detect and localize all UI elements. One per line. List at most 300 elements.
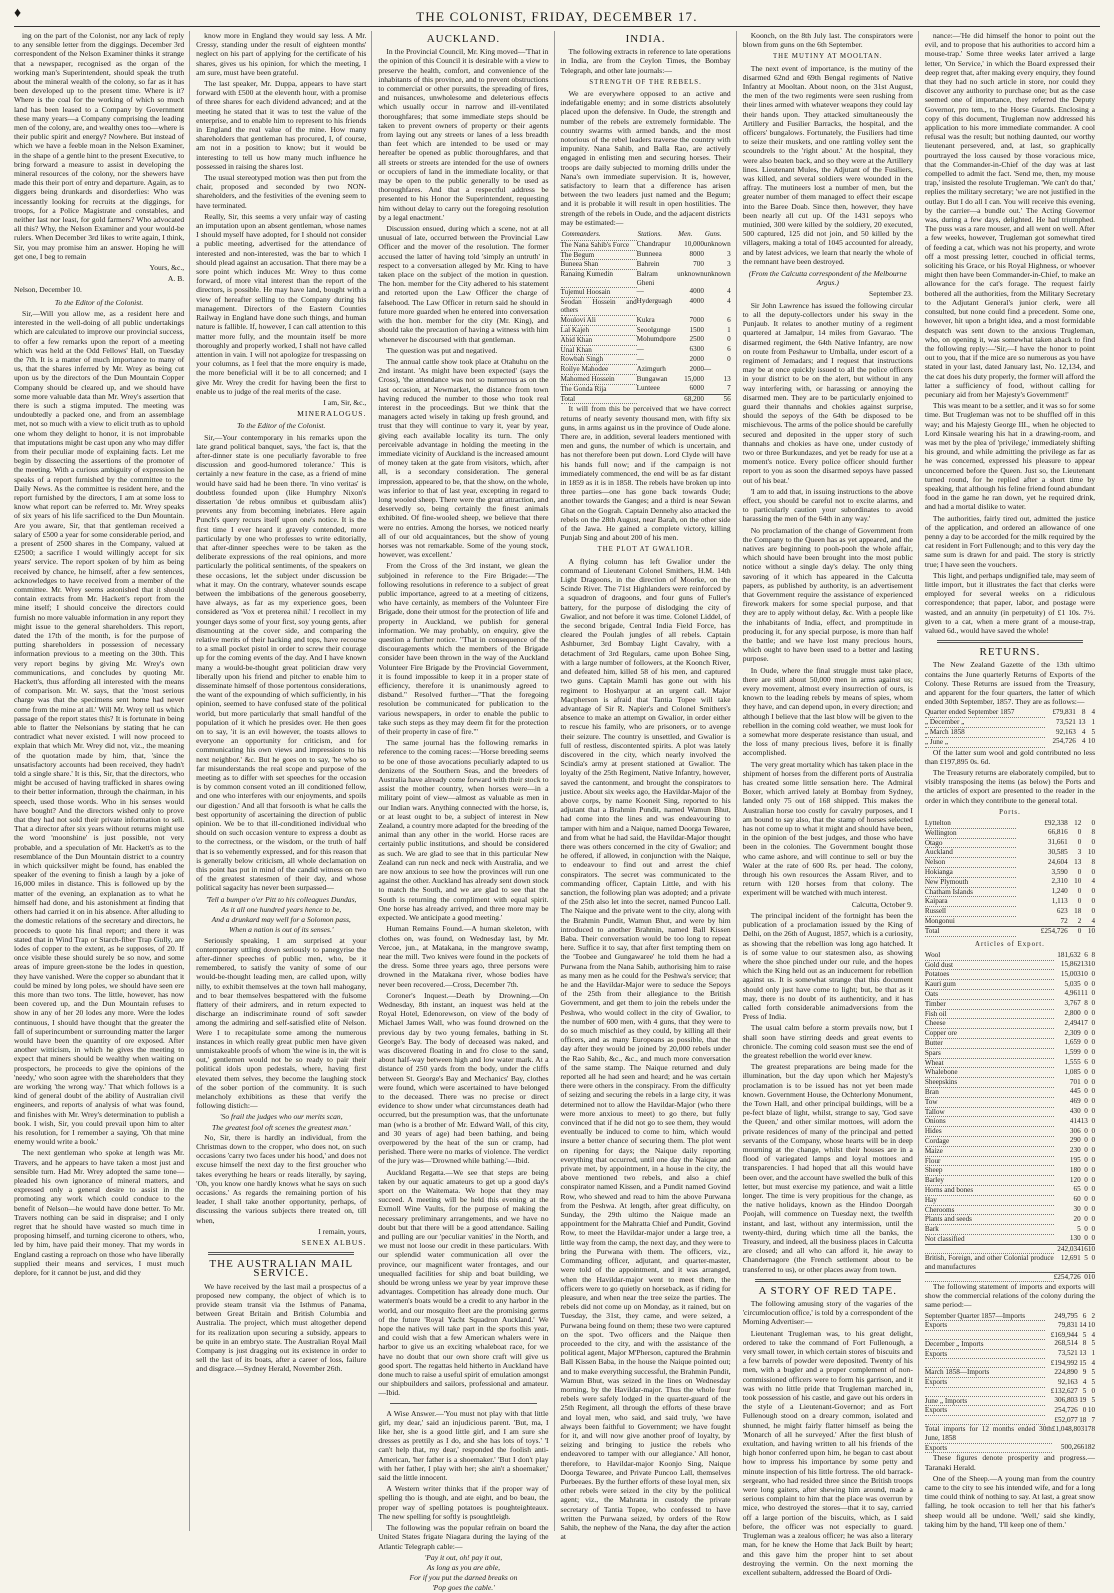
table-cell: Whalebone (925, 1068, 1054, 1078)
table-cell: 1,659 (1064, 1038, 1081, 1047)
paragraph: know more in England they would say less. A Mr. Cressy, standing under the result of eighteen months' neglect on his part of applying for the certificate of his shares, gives us his opinion, for which the meeting, I am sure, must have been grateful. (196, 31, 367, 77)
table-cell: Copper ore (925, 1029, 1054, 1039)
table-cell: — (636, 345, 644, 354)
table-cell: Potatoes (925, 970, 1054, 980)
table-row (925, 980, 1095, 990)
letter-senex-signature: SENEX ALBUS. (301, 1238, 367, 1247)
table-cell: Mohumdpore (636, 335, 676, 344)
calcutta-article-1 (743, 301, 913, 898)
table-cell: 0 (1084, 1224, 1088, 1233)
table-row (561, 375, 731, 385)
table-cell: Stations. (637, 230, 662, 239)
table-cell: 0 (1091, 1077, 1096, 1086)
table-cell: 180 (1069, 1165, 1081, 1174)
paragraph: The principal incident of the fortnight has been the publication of a proclamation issued by the King of Delhi, on the 26th of August, 1857, which is a curiosity, as showing that the rebellion was long ago hatched. It is of some value to our statesmen also, as showing where the shoe pinched under our rule, and the hopes which the King held out as an inducement for rebellion against us. It is somewhat strange that this document should only just have come to light; but, be that as it may, there is no doubt of its authenticity, and it has called forth considerable animadversions from the Press of India. (742, 910, 913, 1022)
table-cell: Moulovi Ali (561, 316, 637, 326)
table-cell: 0 (1084, 1234, 1088, 1243)
paragraph: In Oude, where the final struggle must take place, there are still about 50,000 men in arms against us; every movement, almost every insurrection of ours, is known to the leading rebels by means of spies, whom they have, and can depend upon, in every direction; and although I believe that the last blow will be given to the rebellion in the coming cold weather, we must look for a somewhat more desperate resistance than usual, and the loss of many precious lives, before it is finally accomplished. (742, 665, 913, 758)
table-cell: 0 (1084, 1146, 1088, 1155)
table-row (925, 1195, 1095, 1205)
table-row (925, 708, 1095, 717)
table-cell: 6 (727, 345, 731, 354)
table-cell: 30 (1073, 1205, 1081, 1214)
table-cell: 2000 (689, 364, 704, 373)
table-cell: Bran (925, 1087, 1054, 1097)
table-row (561, 240, 731, 250)
table-cell: 31,661 (1047, 838, 1068, 847)
table-cell (637, 394, 677, 404)
table-cell: 0 (1084, 1136, 1088, 1145)
table-cell: 0 (1091, 1097, 1096, 1106)
table-cell: 18 (1074, 906, 1082, 915)
table-cell: Exports (925, 1406, 1045, 1416)
paragraph: The following extracts in reference to late operations in India, are from the Ceylon Times, the Bombay Telegraph, and other late journals:— (560, 47, 731, 75)
table-row (925, 1234, 1095, 1244)
table-cell: 66,816 (1047, 828, 1068, 837)
table-cell: 130 (1069, 1234, 1081, 1243)
table-cell: 2 (1091, 1443, 1096, 1452)
table-cell: 92,163 (1056, 727, 1076, 736)
column-4 (560, 31, 737, 1542)
table-cell: Mongonui (925, 917, 1017, 927)
table-cell: 68,200 (677, 394, 704, 404)
table-row (925, 1038, 1095, 1048)
table-cell: 2,309 (1064, 1028, 1081, 1037)
table-row (925, 848, 1095, 858)
table-cell: 0 (1091, 1185, 1096, 1194)
table-cell: 5 (1077, 1224, 1081, 1233)
table-row (925, 718, 1095, 728)
table-cell: 290 (1069, 1136, 1081, 1145)
table-cell: 0 (1091, 1205, 1096, 1214)
table-cell: Nelson (925, 858, 1017, 868)
mail-service-heading: THE AUSTRALIAN MAIL SERVICE. (209, 1258, 354, 1280)
table-cell: New Plymouth (925, 877, 1017, 887)
paragraph: Of the latter sum wool and gold contributed no less than £197,895 0s. 6d. (924, 747, 1096, 766)
table-cell: Wellington (925, 828, 1017, 838)
table-cell: 0 (1091, 1234, 1096, 1243)
table-cell: unknown (677, 269, 704, 278)
table-cell: 0 (1077, 838, 1082, 847)
letter-senex (196, 433, 366, 893)
table-cell: 445 (1069, 1087, 1081, 1096)
column-1 (14, 31, 190, 1531)
table-cell: 8 (1084, 999, 1088, 1008)
table-cell: Exports (925, 1443, 1052, 1453)
paragraph: Coroner's Inquest.—Death by Drowning.—On Wednesday, 8th instant, an inquest was held at the Royal Hotel, Edenorewson, on view of the body of Michael James Wall, who was found drowned on the previous day by two young females, bathing in St. George's Bay. The body of deceased was naked, and was discovered floating in and fro close to the sand, about half-way between high and low water mark. At a distance of 250 yards from the body, under the cliffs between St. George's Bay and Mechanics' Bay, clothes were found, which were ascertained to have belonged to the deceased. There was no precise or direct evidence to show under what circumstances death had occurred, but the presumption was, that the unfortunate man (who is a brother of Mr. Edward Wall, of this city, and 30 years of age) had been bathing, and being overpowered by the heat of the sun or cramp, had perished. There were no marks of violence. The verdict of the jury was—'Drowned while bathing.'—Ibid. (378, 990, 549, 1166)
rebel-strength-table (561, 229, 731, 404)
verse-line: 'Pop goes the cable.' (432, 1583, 495, 1593)
table-row (925, 1378, 1095, 1388)
table-row (561, 355, 731, 365)
table-cell: 0 (1077, 867, 1082, 876)
table-cell: 0 (1084, 1165, 1088, 1174)
table-cell: 0 (1084, 1126, 1088, 1135)
mail-service-article (196, 1282, 366, 1374)
table-cell: £1,048,803 (1051, 1425, 1085, 1434)
table-cell: 5 (1091, 1367, 1096, 1376)
table-cell: 19 (1079, 1396, 1087, 1405)
table-cell: £254,726 (1016, 926, 1067, 936)
table-row (925, 897, 1095, 907)
table-cell: 0 (1091, 1009, 1096, 1018)
table-cell: 0 (1084, 1087, 1088, 1096)
divider (937, 640, 1083, 643)
table-cell: — (636, 287, 644, 296)
table-cell: 5 (1091, 1377, 1096, 1386)
table-cell: 2 (1077, 916, 1082, 925)
table-cell: 10 (1074, 877, 1082, 886)
column-5 (742, 31, 919, 1577)
column-3 (378, 31, 554, 1593)
paragraph: No, Sir, there is hardly an individual, from the Christmas down to the cropper, who does not, on such occasions 'carry two faces under his hood,' and does not excuse himself the next day to the first groucher who takes everything he hears or reads literally, by saying, 'Oh, you know one hardly knows what he says on such occasions.' As regards the remaining portion of his leader, I shall take another opportunity, perhaps, of discussing the various subjects there treated on, till when, (196, 1132, 367, 1225)
table-cell: Exports (925, 1378, 1045, 1388)
india-heading: INDIA. (625, 33, 666, 45)
table-cell: 72 (1060, 916, 1068, 925)
paragraph: We are everywhere opposed to an active and indefatigable enemy; and in some districts absolutely placed upon the defensive. In Oude, the strength and number of the rebels are extremely formidable. The country swarms with armed bands, and the most notorious of the rebel leaders traverse the country with impunity. Nana Sahib, and Balla Rao, are actively engaged in enlisting men and securing horses. Their troops are daily subjected to morning drills under the Nana's own immediate supervision. It is, however, satisfactory to learn that a difference has arisen between the two leaders just named and the Begum; and it is probable it will result in open hostilities. The strength of the rebels in Oude, and the adjacent districts may be estimated:— (560, 89, 731, 227)
table-cell: 4,961 (1064, 989, 1081, 998)
table-cell: Roilye Mahodee (561, 365, 637, 375)
table-row (925, 728, 1095, 738)
red-tape-article-cont (925, 31, 1095, 635)
table-cell: Seodan Hossein and others (560, 297, 637, 315)
table-cell: 7000 (689, 315, 704, 324)
table-cell: Rowbah Singh (561, 355, 637, 365)
letter-mineralogus-close: I am, Sir, &c., (323, 397, 367, 407)
table-cell: 65 (1073, 1185, 1081, 1194)
table-cell: Maize (925, 1146, 1054, 1156)
table-cell: 0 (1091, 1107, 1096, 1116)
red-tape-heading: A STORY OF RED TAPE. (758, 1284, 897, 1297)
table-row (925, 1416, 1095, 1425)
mooltan-article (743, 64, 913, 266)
paragraph: Lieutenant Trugleman was, to his great delight, ordered to take the command of Fort Fullenough, a very small tower, in which certain stores of biscuits and a few barrels of powder were deposited. Twenty of his men, with a bugler and a proper complement of non-commissioned officers were to form his garrison, and it was with no little pride that Trugleman marched in, took possession of his castle, and gave out his orders in the style of a Lieutenant-Governor; and as Fort Fullenough stood on a dreary common, isolated and shunned, he might fairly flatter himself as being the 'Monarch of all he surveyed.' After the first blush of exultation, and having written to all his friends of the high honor conferred upon him, he began to cast about how to impress his importance by some petty and minute inspection of his little fortress. The old barrack-sergeant, who had resided three since the British troops were long gaiters, after shewing him around, made a serious complaint to him that the place was overrun by mice, who destroyed the stores—that it to say, carried off a large portion of the biscuits, which, as I said before, the officer was not especially to guard. Trugleman was a zealous officer; he was also a literary man, for he knew the Home that Jack Built by heart; and this gave him the proper hint to set about destroying the vermin. On the next morning the excellent subaltern, addressed the Board of Ordi- (742, 1328, 913, 1577)
table-cell: Hyderguagh (636, 297, 673, 306)
table-cell: 0 (1084, 1175, 1088, 1184)
table-cell: British, Foreign, and other Colonial produce and manufactures (924, 1254, 1054, 1271)
table-cell: 700 (693, 259, 704, 268)
table-cell: 230 (1069, 1146, 1081, 1155)
column-6 (925, 31, 1100, 1531)
table-cell: Oats (925, 989, 1054, 999)
table-cell: 6 (1084, 950, 1088, 959)
letter-senex-end (196, 1133, 366, 1225)
paragraph: The very great mortality which has taken place in the shipment of horses from the different ports of Australia has created some little sensation here. The Admiral Boxer, which arrived lately at Bombay from Sydney, landed only 75 out of 168 shipped. This makes the Australian horse too costly for cavalry purposes, and I am bound to say also, that the stamp of horses selected has not come up to what it might and should have been, in the opinion of the best judges, and those who have been in the colonies. The Government bought those who came ashore, and will continue to sell or buy the Waler at the rate of 600 Rs. per head. The colony, through his own resources the Assam River, and to return with 120 horses from that colony. The experiment will be watched with much interest. (742, 759, 913, 898)
returns-intro (925, 660, 1095, 706)
table-cell: Not classified (925, 1234, 1054, 1244)
table-cell: 0 (1091, 1067, 1096, 1076)
table-cell: 10 (1087, 847, 1096, 856)
table-cell: £79,831 (1052, 708, 1076, 717)
table-cell: 0 (1091, 1038, 1096, 1047)
paragraph: The same journal has the following remarks in reference to the coming races:—'Horse breeding seems to be one of those avocations peculiarly adapted to us denizens of the Southern Seas, and the breeders of Australia have already come forward with their stock to assist the mother country, when horses were—in a military point of view—almost as valuable as men in our Indian wars. Anything connected with the horse, is, or at least ought to be, a subject of interest in New Zealand, a country more adapted for the breeding of the animal than any other in the world. Horse races are certainly public institutions, and should be considered as such. We are glad to see that in this particular New Zealand can run neck and neck with Australia, and we are now anxious to see how the provinces will run one against the other. Auckland has already sent down stock to match the South, and we are glad to see that the South is returning the compliment with equal spirit. One horse has already arrived, and three more may be expected. We anticipate a good meeting.' (378, 738, 549, 923)
statement-totals-table (925, 1425, 1095, 1453)
table-cell: 0 (1091, 838, 1096, 847)
table-cell: 73,521 (1057, 1349, 1078, 1358)
table-row (925, 1349, 1095, 1359)
table-cell (925, 1387, 1045, 1396)
table-row (925, 1117, 1095, 1127)
table-cell: Total imports for 12 months ended 30th June, 1858 (924, 1425, 1052, 1442)
table-cell: 0 (1084, 1097, 1088, 1106)
letter-ab (14, 31, 184, 261)
table-cell: The Nana Sahib's Force (561, 240, 637, 250)
table-cell: £194,992 (1050, 1358, 1078, 1367)
table-cell: 254,726 (1054, 1405, 1078, 1414)
table-cell: 18 (1079, 1415, 1087, 1424)
table-cell (925, 1272, 1054, 1281)
table-cell: Barley (925, 1176, 1054, 1186)
table-row (925, 868, 1095, 878)
table-cell: 12,691 (1060, 1253, 1081, 1262)
table-cell: 10 (1087, 1244, 1096, 1253)
table-cell: 0 (1091, 906, 1096, 915)
table-cell: 0 (1084, 1077, 1088, 1086)
table-cell: 414 (1069, 1116, 1081, 1125)
table-cell: Tallow (925, 1107, 1054, 1117)
table-row (925, 1097, 1095, 1107)
table-cell: Plants and seeds (925, 1215, 1054, 1225)
table-cell: 0 (1084, 1205, 1088, 1214)
table-cell: 0 (1084, 1195, 1088, 1204)
paragraph: Sir John Lawrence has issued the following circular to all the deputy-collectors under his sway in the Punjaub. It relates to another mutiny of a regiment quartered at Jamalpur, 14 miles from Gavarao. 'The disarmed regiment, the 64th Native Infantry, are now on route from Peshawur to Umballa, under escort of a regiment of Jemadars; and I request that instructions may be at once quickly issued to all the police officers in your district to be on the alert, but without in any way interfering with, or harassing or annoying the disarmed men. They are to be particularly enjoined to guard their thannahs and chokies against surprise, should the sepoys of the 64th be disposed to be mischievous. The arms of the police should be carefully secured and deposited in the upper story of such thannahs and chokies as have one, under custody of two or three Burkundazes, and yet be ready for use at a moment's notice. Every police officer should further report to you as soon the disarmed sepoys have passed out of his beat.' (742, 300, 913, 485)
table-cell: 6 (727, 315, 731, 324)
table-cell: 0 (1091, 1214, 1096, 1223)
table-cell: 0 (1091, 1018, 1096, 1027)
table-cell: 1,555 (1064, 1058, 1081, 1067)
paragraph: The annual cattle show took place at Otahuhu on the 2nd instant. 'As might have been expected' (says the Cross), 'the attendance was not so numerous as on the last occasion, at Newmarket, the distance from town having reduced the number to those who took real interest in the proceedings. But we think that the managers acted wisely in taking up fresh ground, and trust that they will continue to vary it, year by year, giving each available locality its turn. The only perceivable advantage in holding the meeting in the immediate vicinity of Auckland is the increased amount of money taken at the gate from visitors, which, after all, is a secondary consideration. The general impression, appeared to be, that the show, on the whole, was inferior to that of last year, excepting in regard to long wooled sheep. There were the great attraction, and deservedly so, being certainly the finest animals exhibited. Of fine-wooled sheep, we believe that there were no entries. Among the horses, we noticed nearly all of our old acquaintances, but the show of young horses was not remarkable. Some of the young stock, however, was excellent.' (378, 356, 549, 560)
table-cell: 14 (1079, 1320, 1087, 1329)
mooltan-subheading: THE MUTINY AT MOOLTAN. (772, 53, 883, 61)
verse-line: 'So frail the judges who our merits scan, (219, 1112, 343, 1122)
paragraph: A Western writer thinks that if the proper way of spelling tho is though, and ate eight, and bo beau, the proper way of spelling potatoes is poughteighteaux. The new spelling for softly is psoughtleigh. (378, 1484, 549, 1521)
table-cell: 7 (1091, 1415, 1096, 1424)
table-row (925, 858, 1095, 868)
table-cell (925, 1359, 1045, 1368)
table-cell: 13 (1079, 1349, 1087, 1358)
table-row (925, 1321, 1095, 1331)
table-cell: 0 (1091, 1136, 1096, 1145)
gwalior-article (561, 557, 731, 1542)
table-cell: 0 (1091, 1156, 1096, 1165)
paragraph: Human Remains Found.—A human skeleton, with clothes on, was found, on Wednesday last, by Mr. Vercoe, jun., at Matakana, in the mangrove swamp, near the mill. Two knives were found in the pockets of the dress. Some three years ago, three persons were drowned in the Matakana river, whose bodies have never been recovered.—Cross, December 7th. (378, 924, 549, 989)
verse-line: For if you put the darned breaks on (409, 1573, 518, 1583)
table-cell: — (703, 364, 712, 373)
table-cell: 249,795 (1054, 1311, 1078, 1320)
table-cell: 0 (1084, 979, 1088, 988)
verse-line: 'Pay it out, oh! pay it out, (424, 1552, 503, 1562)
table-row (925, 1068, 1095, 1078)
table-row (925, 1339, 1095, 1349)
table-cell: 0 (1091, 989, 1096, 998)
table-cell: 0 (1091, 1195, 1096, 1204)
table-cell: 8 (1091, 828, 1096, 837)
table-cell: Flour (925, 1156, 1054, 1166)
verse-line: And a drunkard may well for a Solomon pass, (211, 915, 351, 925)
ports-table (925, 819, 1095, 937)
table-cell: 3 (1077, 847, 1082, 856)
table-cell: 4 (1091, 916, 1096, 925)
paragraph: One of the Sheep.—A young man from the country came to the city to see his intended wife, and for a long time could think of nothing to say. At last, a great snow falling, he took occasion to tell her that his father's sheep would all be undone. 'Well,' said she kindly, taking him by the hand, 'I'll keep one of them.' (924, 1473, 1096, 1529)
table-cell: 0 (1084, 1048, 1088, 1057)
table-cell: 3 (727, 250, 731, 259)
articles-total-row (925, 1272, 1095, 1281)
table-row (925, 1331, 1095, 1340)
letter-ab-place: Nelson, December 10. (14, 285, 82, 295)
calcutta-article-2 (743, 911, 913, 1274)
table-cell: Timber (925, 999, 1054, 1009)
table-cell: 4000 (689, 287, 704, 296)
table-cell: Bark (925, 1225, 1054, 1235)
table-cell: Kaipara (925, 897, 1017, 907)
table-cell: 15,003 (1060, 969, 1081, 978)
articles-table (925, 951, 1095, 1282)
table-cell: Abid Khan (561, 335, 637, 345)
table-row (561, 335, 731, 345)
verse-3 (378, 1553, 548, 1593)
letter-mineralogus-signature: MINERALOGUS. (297, 409, 367, 419)
table-cell: Cherooms (925, 1205, 1054, 1215)
table-cell (925, 1416, 1045, 1425)
table-cell: Bunneea (636, 250, 662, 259)
table-cell: 30,585 (1047, 847, 1068, 856)
table-cell: 5 (1091, 1339, 1096, 1348)
table-cell: 4 (727, 297, 731, 306)
table-cell: 306,803 (1054, 1396, 1078, 1405)
table-cell: Lunteee (636, 384, 660, 393)
table-cell: 1500 (689, 325, 704, 334)
paragraph: The Treasury returns are elaborately compiled, but to visibly transposing the items (as below) the Ports and the articles of export are presented to the reader in the order in which they contribute to the general total. (924, 768, 1096, 805)
table-cell: 3,590 (1051, 867, 1068, 876)
table-cell: 4000 (689, 297, 704, 306)
table-row (925, 1048, 1095, 1058)
table-row (925, 1312, 1095, 1321)
table-row (925, 1087, 1095, 1097)
table-row (925, 1215, 1095, 1225)
table-cell: 17 (1080, 1018, 1088, 1027)
table-row (925, 999, 1095, 1009)
table-cell: 4 (1091, 877, 1096, 886)
table-cell: 500,266 (1060, 1443, 1085, 1452)
table-cell: 0 (1091, 1253, 1096, 1262)
paragraph: The usual calm before a storm prevails now, but I shall soon have stirring deeds and great events to chronicle. The coming cold season must see the end of the greatest rebellion the world ever knew. (742, 1023, 913, 1060)
table-cell: 0 (1091, 1126, 1096, 1135)
table-row (925, 838, 1095, 848)
table-cell: 306 (1069, 1126, 1081, 1135)
letter-ab-close: Yours, &c., (149, 263, 185, 273)
table-cell: 11 (1080, 989, 1088, 998)
red-tape-article (743, 1299, 913, 1577)
paragraph: A flying column has left Gwalior under the command of Lieutenant Colonel Smithers, H.M. 14th Light Dragoons, in the direction of Moorke, on the Scinde River. The 71st Highlanders were reinforced by a squadron of dragoons, and four guns of Fuller's battery, for the purpose of dislodging the city of Gwalior, and not before it was time. Colonel Liddel, of the second brigade, Central India Field Force, has cleared the Poulah jungles of all rebels. Captain Ashburner, 3rd Bombay Light Cavalry, with a detachment of 3rd Regulars, came upon Bohee Sing, with a large number of followers, at the Koonch River, and defeated him, killed 58 of his men, and captured two guns. Captain Mamli has gone out with his regiment to Hoshyarpur at an urgent call. Major Macpherson is afraid that Tantia Topee will take advantage of Sir R. Napier's and Colonel Smithers's absence to make an attempt on Gwalior, in order either to rescue his family, who are prisoners, or to avenge their seizure. The country is unsettled, and Gwalior is full of restless, discontented spirits. A plot was lately discovered in the city, which nearly involved the Scindia's army at present stationed at Gwalior. The loyalty of the 25th Regiment, Native Infantry, however, saved the cantonment, and brought the conspirators to justice. About six weeks ago, the Havildar-Major of the above corps, by name Kooneit Sing, reported to his adjutant that a Brahmin Pundit, named Wamun Bhut, had come into the lines and was endeavouring to tamper with him and a Naique, named Doorga Tewaree, and from what he had said, the Havildar-Major thought there was others concerned in the city of Gwalior; and he offered, if allowed, in conjunction with the Naique, to endeavour to find out and arrest the chief conspirators. The secret was communicated to the commanding officer, Captain Little, and with his sanction, the following plan was adopted; and a private of the 25th also let into the secret, named Puncoo Lall. The Naique and the private went to the city, along with the Brahmin Pundit, Wamun Bhut, and were by him introduced to another Brahmin, named Ball Kissen Baba. Their conversation would be too long to repeat here. Suffice it to say, that after first tempting them on the 'Toobee and Gungawaree' he told them he had a Purwana from the Nana Sahib, authorising him to raise as many men as he could for the Peshwa's service; that he and the Havildar-Major were to seduce the Sepoys of the 25th from their allegiance to the British Government, and get them to join the rebels under the Peshwa, who would collect in the city of Gwalior, to the number of 600 men, with 4 guns, that they were to do so much mischief as they could, by killing all their officers, and as many Europeans as possible, that the day after they would be joined by 20,000 rebels under the Rao Sahib, &c., &c., and much more conversation of the same stamp. The Naique returned and duly reported all he had seen and heard; and he was certain there were others in the conspiracy. From the difficulty of seizing and securing the rebels in a large city, it was determined not to allow the Havildar-Major (who there were more anxious to meet) to go there, but fully convinced that if he did not go to see them, they would eventually be induced to come to him, which would insure a better chance of securing them. The plot went on ripening for days; the Naique daily reporting everything that occurred, until one day the Naique and private met, by appointment, in a house in the city, the above mentioned two rebels, and also a chief conspirator named Kissen, and a Pundit named Govind Row, who shewed and read to him the above Purwana from the Peshwa. At length, after great difficulty, on Sunday, the 29th ultimo the Naique made an appointment for the Mahratta Chief and Pundit, Govind Row, to meet the Havildar-major under a large tree, a little way from the camp, the next day, and they were to bring the Purwana with them. The officers, viz., Commanding officer, adjutant, and quarter-master, were told of the appointment, and it was arranged, when the Havildar-major went to meet them, the officers were to go quietly on horseback, as if riding for pleasure, and when near the tree seize the parties. The rebels did not come up on Monday, as it rained, but on Tuesday, the 31st, they came, and were seized, a Purwana being found on them; these two were captured on the spot. Two officers and the Naique then proceeded to the city, and with the assistance of the political agent, Major M'Pherson, captured the Brahmin Ball Kissen Baba, in the house the Naique pointed out; and to make everything successful, the Brahmin Pundit, Wamun Bhut, was seized in the lines on Wednesday morning, by the Havildar-major. Thus the whole four rebels were safely lodged in the quarter-guard of the 25th Regiment, all through the efforts of these brave and loyal men, who said, and said truly, 'we have always been faithful to Government; we have fought for it, and will now give another proof of loyalty, by seizing and bringing to justice the rebels who endeavored to tamper with our allegiance.' All honor, therefore, to Havildar-major Koonjo Sing, Naique Doorga Tewaree, and Private Puncoo Lall, themselves Purbeeaes. By the further efforts of these loyal men, six other rebels were seized in the city by the political agent; viz., the Mahratta in custody the private secretary of Tantia Topee, who confessed to have written the Purwana seized, by orders of the Row Sahib, the nephew of the Nana, the day after the action at (560, 556, 731, 1542)
table-cell: 0 (1081, 1272, 1088, 1281)
table-cell: 13 (1080, 1116, 1088, 1125)
table-row (925, 877, 1095, 887)
table-cell: 623 (1056, 906, 1068, 915)
paragraph: The greatest preparations are being made for the illumination, but the day upon which her Majesty's proclamation is to be issued has not yet been made known. Government House, the Ochterlony Monument, the Town Hall, and other principal buildings, will be a pe-fect blaze of light, whilst, strange to say, 'God save the Queen,' and other similar mottoes, will adorn the private residences of many of the principal and petted servants of the Company, whose hearts will be in deep mourning at the change, whilst their houses are in a flood of variegated lamps and loyal mottoes and transparencies. I had hoped that all this would have been over, and the account have swelled the bulk of this letter, but must exercise my patience, and wait a little longer. The time is very propitious for the change, as the native holidays, known as the Hindoo Doorgah Poojah, will commence on Tuesday next, the twelfth instant, and last, without any intermission, until the twenty-third, during which time all the banks, the Treasury, and indeed, all the business places in Calcutta are closed; and all who can afford it, hie away to Chandernagore (the French settlement about to be transferred to us), or other places away from town. (742, 1062, 913, 1274)
table-row (925, 1225, 1095, 1235)
table-cell: 3 (727, 259, 731, 268)
paragraph: The last speaker, Mr. Duppa, appears to have start forward with £500 at the eleventh hour, with a promise of three shares for each dividend advanced; and at the meeting he stated that it was to test the value of the enterprise, and to enable him to represent to his friends in England the real value of the mine. How many shareholders that gentleman has procured, I, of course, am not in a position to know; but it would be interesting to tell us how many much influence he possessed in raising the shares lost. (196, 79, 367, 171)
paragraph: Seriously speaking, I am surprised at your contemporary uttling down seriously to panegyrise the after-dinner speeches of public men, who, be it remembered, to satisfy the vanity of some of our would-be-thought leading men, are called upon, willy nilly, to exhibit themselves at the town hall mahogany, and to bear themselves bespattered with the fulsome flattery of their admirers, and in return expected to discharge an indiscriminate round of soft sawder among the admiring and self-satisfied elite of Nelson. Were I to recapitulate some among the numerous instances in which really great public men have given unmistakeable proofs of whom 'the wine is in, the wit is out,' gentlemen would not be so ready to pair their political idols upon pedestals, where, having first elevated them selves, they become the laughing stock of the sober portion of the community. It is such melancholy exhibitions as these that verify the following distich:— (196, 935, 367, 1111)
paragraph: The authorities, fairly tired out, admitted the justice of the application, and ordered an allowance of one penny a day to be accorded for the milk required by the cat resident in Fort Fullenough; and to this very day the same sum is drawn for and paid. The story is strictly true; I have seen the vouchers. (924, 513, 1096, 569)
table-cell: £132,627 (1050, 1387, 1078, 1396)
table-cell: 10 (1087, 737, 1096, 746)
table-cell: 18 (1084, 1443, 1092, 1452)
table-cell: Wheat (925, 1058, 1054, 1068)
table-row (925, 907, 1095, 917)
ports-total-row (925, 926, 1095, 936)
table-row (925, 1368, 1095, 1378)
table-cell: 4 (1082, 1377, 1087, 1386)
table-cell: 224,890 (1054, 1367, 1078, 1376)
table-cell: Exports (925, 1321, 1045, 1331)
divider (755, 1279, 901, 1282)
table-cell: „ December „ (925, 718, 1045, 728)
table-cell: Fish oil (925, 1009, 1054, 1019)
verse-line: 'Tell a bumper o'er Pitt to his colleagues Dundas, (206, 894, 357, 904)
rebel-strength-rows (561, 240, 731, 394)
table-row (925, 1359, 1095, 1368)
paragraph: The usual stereotyped motion was then put from the chair, proposed and seconded by two NON-shareholders, and the festivities of the evening seem to have terminated. (196, 173, 367, 210)
table-row (925, 1425, 1095, 1443)
table-cell: 0 (1091, 979, 1096, 988)
table-cell: 56 (704, 394, 731, 404)
table-cell: 73,521 (1056, 717, 1076, 726)
table-cell: Chandrapur (636, 240, 671, 249)
statement-rows (925, 1312, 1095, 1425)
table-cell: Gold dust (925, 960, 1054, 970)
table-cell: 7 (727, 384, 731, 393)
table-cell: 0 (1084, 1009, 1088, 1018)
table-cell: 5 (1082, 1330, 1087, 1339)
paragraph: 'I am to add that, in issuing instructions to the above effect, you should be careful not to excite alarms, and to particularly caution your subordinates to avoid harassing the men of the 64th in any way.' (742, 486, 913, 524)
paragraph: These figures denote prosperity and progress.—Taranaki Herald. (924, 1453, 1096, 1472)
paragraph: From the Cross of the 3rd instant, we glean the subjoined in reference to the Fire Brigade:—'The following resolutions in reference to a subject of great public importance, agreed to at a meeting of citizens, who have certainly, as members of the Volunteer Fire Brigade, done their utmost for the protection of life and property in Auckland, we publish for general information. We may probably, on enquiry, give the question a further notice. "That in consequence of the discouragements which the members of the Brigade consider have been thrown in the way of the Auckland Volunteer Fire Brigade by the Provincial Government, it is found impossible to keep it in a proper state of efficiency, therefore it is unanimously agreed to disband." Resolved further—"That the foregoing resolution be communicated for publication to the various newspapers, in order to enable the public to take such steps as they may deem fit for the protection of their property in case of fire."' (378, 561, 549, 737)
column-2 (196, 31, 372, 1531)
table-cell: 13 (1074, 857, 1082, 866)
table-row (561, 345, 731, 355)
table-cell: Kauri gum (925, 980, 1054, 990)
table-cell: 24,604 (1047, 857, 1068, 866)
table-cell: 0 (1091, 1175, 1096, 1184)
table-row (925, 1396, 1095, 1406)
india-intro (561, 47, 731, 75)
articles-subtotal-row (925, 1244, 1095, 1253)
returns-mid (925, 748, 1095, 805)
table-total-row (561, 394, 731, 404)
british-produce-row (925, 1254, 1095, 1273)
table-cell: Hay (925, 1195, 1054, 1205)
table-cell: 13 (1080, 960, 1088, 969)
paragraph: Sir,—Your contemporary in his remarks upon the late grand political banquet, says, 'the fact is, that the after-dinner state is one peculiarly favorable to free discussion and good-humored tolerance.' This is certainly a new feature in the case, as a friend of mine would have said had he been there. 'In vino veritas' is doubtless founded upon (like Humphry Nixon's dissertation 'de rebus omnibus et quibusdam aliis') prevents any from becoming inebriates. Here again Punch's query recurs itself upon one's notice. It is the first time I ever heard it gravely contended, more particularly by one who professes to write editorially, that after-dinner speeches were to be taken as the deliberate expressions of the real opinions, and more particularly the political sentiments, of the speakers on these occasions, let the subject under discussion be what it may. On the contrary, whatever sounds escape between the imbibations of the generous gooseberry, have always, as far as my experience goes, been considered as 'Vox et preterea nihil.' I recollect in my younger days some of your first, soy young gents, after dismounting at the cover side, and comparing the relative merits of their hacking and tops, have recourse to a small pocket pistol in order to screw their courage up for the coming events of the day. And I have known many a would-be-thought great politician draw very liberally upon his friend and pitcher to enable him to disseminate himself of those portentous considerations, the want of the expounding of which sufficiently, in his opinion, seemed to have confused state of the political world, but more particularly that small handful of the population of it which he presides over. He then goes on to say, 'it is an evil however, the toasts allows to everyone an opportunity for criticism, and for communicating his own views and impressions to his next neighbor.' &c. But he goes on to say, 'he who so far misunderstands the real scope and purpose of the meeting as to differ with set speeches for the occasion is by common consent voted an ill conditioned fellow, and one who interferes with our enjoyments, and spoils our digestion.' And all that forsooth is what he calls the best opportunity of ascertaining the direction of public opinion. We be to that ill-conditioned individual who should on such occasion venture to express a doubt as to the correctness, or the wisdom, or the truth of half that is so vehemently expressed, and for this reason that is generally below criticism, all whole declamation on this point has put in mind of the candid witness on two of the greatest statesmen of their day, and whose political sagacity has never been surpassed— (196, 432, 367, 893)
table-cell: 268,514 (1054, 1339, 1078, 1348)
paragraph: The question was put and negatived. (386, 345, 498, 355)
table-cell: 60 (1073, 1195, 1081, 1204)
table-cell: 0 (727, 335, 731, 344)
table-cell: 13 (1078, 717, 1086, 726)
table-row (925, 828, 1095, 838)
table-cell: 0 (1091, 1087, 1096, 1096)
table-row (925, 1185, 1095, 1195)
table-cell: Spars (925, 1048, 1054, 1058)
table-cell: 5 (1082, 1387, 1087, 1396)
table-row (561, 384, 731, 394)
table-row (925, 1146, 1095, 1156)
table-cell: Otago (925, 838, 1017, 848)
ports-rows (925, 819, 1095, 926)
table-cell: „ June „ (925, 737, 1045, 747)
table-cell: 4 (1091, 1358, 1096, 1367)
